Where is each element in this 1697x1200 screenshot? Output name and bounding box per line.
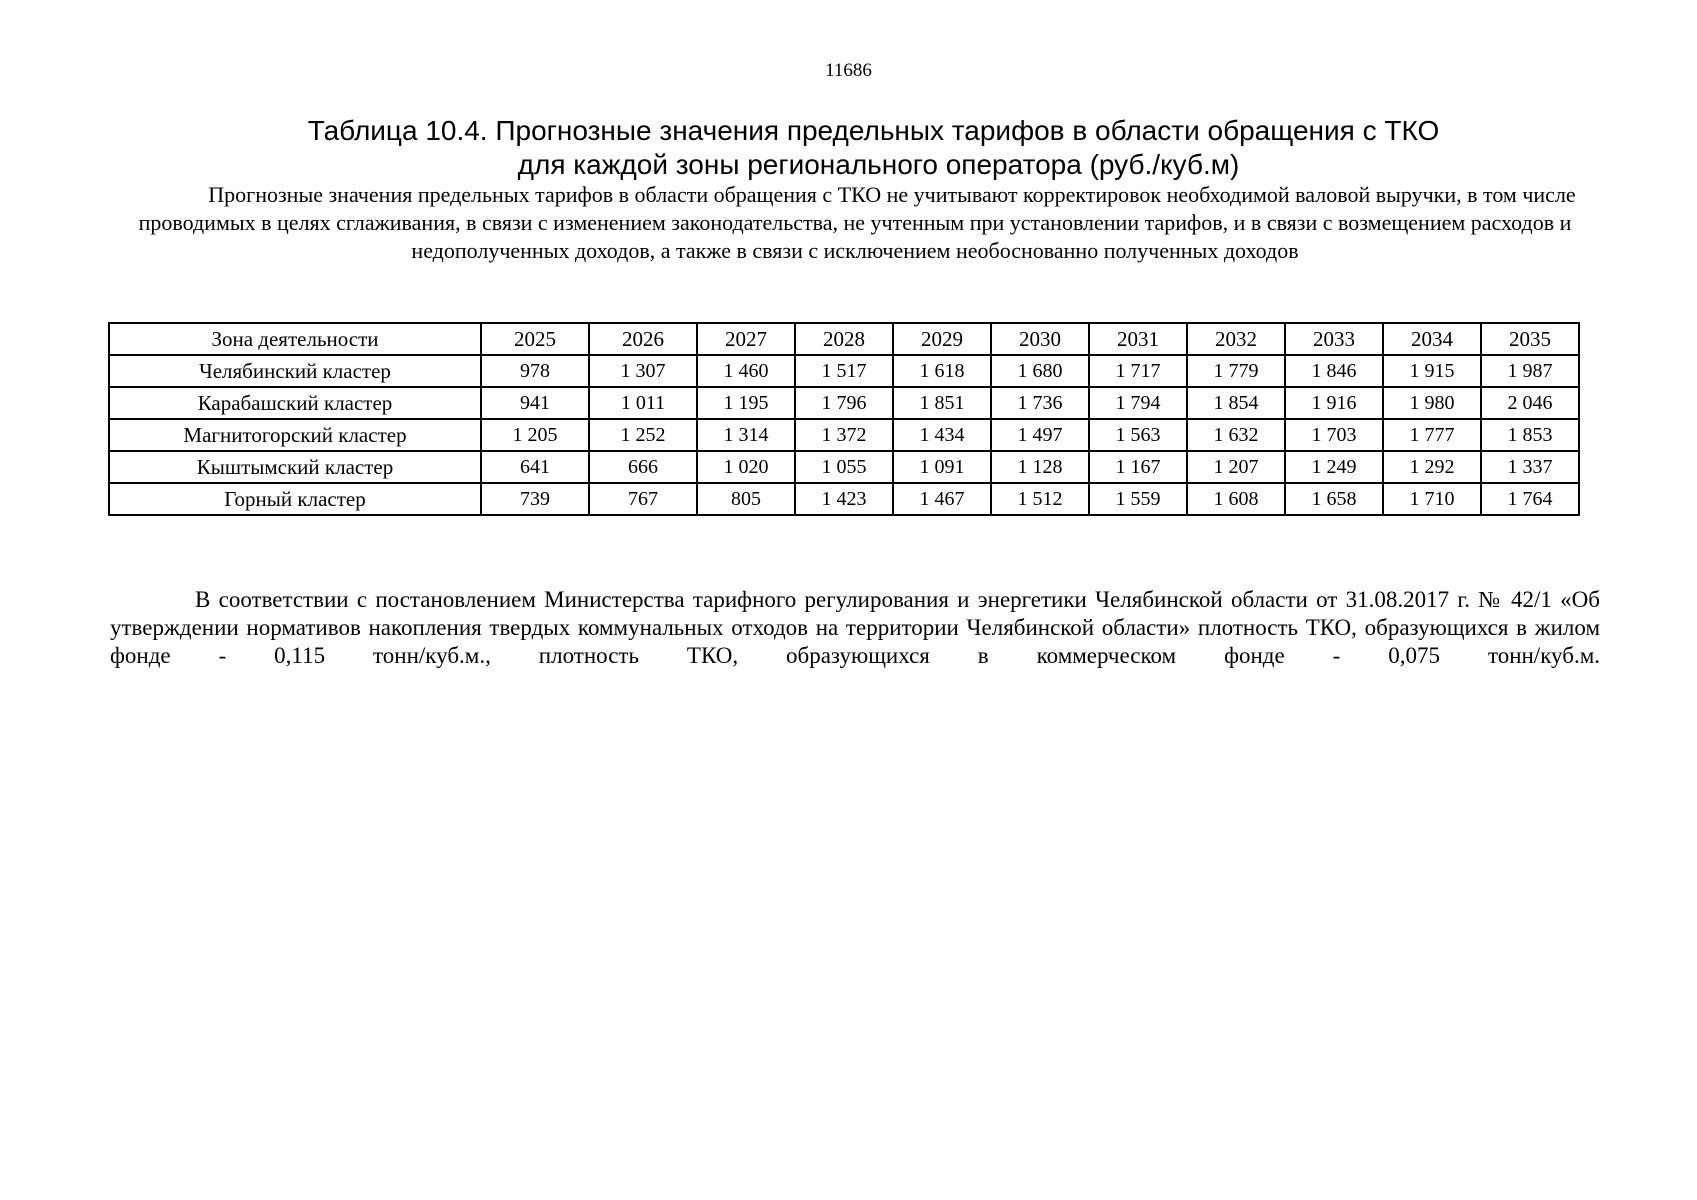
tariff-cell: 1 195 bbox=[697, 387, 795, 419]
tariff-cell: 1 423 bbox=[795, 483, 893, 515]
tariff-cell: 978 bbox=[481, 355, 589, 387]
zone-cell: Магнитогорский кластер bbox=[109, 419, 481, 451]
table-title-line-1: Таблица 10.4. Прогнозные значения предельных тарифов в области обращения с ТКО bbox=[307, 115, 1440, 146]
tariffs-table bbox=[108, 322, 1580, 516]
tariff-cell: 1 314 bbox=[697, 419, 795, 451]
tariff-cell: 1 853 bbox=[1481, 419, 1579, 451]
tariff-cell: 1 680 bbox=[991, 355, 1089, 387]
tariff-cell: 1 249 bbox=[1285, 451, 1383, 483]
tariff-cell: 1 252 bbox=[589, 419, 697, 451]
tariff-cell: 1 916 bbox=[1285, 387, 1383, 419]
tariff-cell: 767 bbox=[589, 483, 697, 515]
tariff-cell: 1 307 bbox=[589, 355, 697, 387]
tariff-cell: 1 980 bbox=[1383, 387, 1481, 419]
tariff-cell: 1 794 bbox=[1089, 387, 1187, 419]
tariff-cell: 1 608 bbox=[1187, 483, 1285, 515]
tariff-cell: 1 467 bbox=[893, 483, 991, 515]
header-zone: Зона деятельности bbox=[109, 323, 481, 355]
tariff-cell: 1 497 bbox=[991, 419, 1089, 451]
tariff-cell: 1 205 bbox=[481, 419, 589, 451]
zone-cell: Горный кластер bbox=[109, 483, 481, 515]
tariff-cell: 1 055 bbox=[795, 451, 893, 483]
density-paragraph-text: В соответствии с постановлением Министерства тарифного регулирования и энергетики Челябинской области от 31.08.2017 г. № 42/1 «Об утверждении нормативов накопления твердых коммунальных отходов на территории Челябинской области» плотность ТКО, образующихся в жилом фонде - 0,115 тонн/куб.м., плотность ТКО, образующихся в коммерческом фонде - 0,075 тонн/куб.м. bbox=[110, 587, 1600, 668]
tariff-cell: 1 618 bbox=[893, 355, 991, 387]
tariff-cell: 1 207 bbox=[1187, 451, 1285, 483]
table-row bbox=[109, 451, 1579, 483]
zone-cell: Кыштымский кластер bbox=[109, 451, 481, 483]
table-row bbox=[109, 387, 1579, 419]
header-year: 2031 bbox=[1089, 323, 1187, 355]
tariff-cell: 1 846 bbox=[1285, 355, 1383, 387]
tariff-cell: 2 046 bbox=[1481, 387, 1579, 419]
tariff-cell: 1 854 bbox=[1187, 387, 1285, 419]
header-year: 2029 bbox=[893, 323, 991, 355]
page-number: 11686 bbox=[825, 60, 872, 81]
tariff-cell: 1 915 bbox=[1383, 355, 1481, 387]
tariff-cell: 941 bbox=[481, 387, 589, 419]
tariff-cell: 1 703 bbox=[1285, 419, 1383, 451]
tariff-cell: 739 bbox=[481, 483, 589, 515]
table-title-line-2: для каждой зоны регионального оператора (руб./куб.м) bbox=[517, 149, 1240, 180]
tariff-cell: 1 460 bbox=[697, 355, 795, 387]
table-note bbox=[110, 181, 1600, 265]
header-year: 2033 bbox=[1285, 323, 1383, 355]
header-year: 2032 bbox=[1187, 323, 1285, 355]
tariff-cell: 1 128 bbox=[991, 451, 1089, 483]
density-paragraph bbox=[110, 586, 1600, 670]
tariff-cell: 1 987 bbox=[1481, 355, 1579, 387]
table-row bbox=[109, 419, 1579, 451]
table-header-row bbox=[109, 323, 1579, 355]
table-row bbox=[109, 483, 1579, 515]
tariff-cell: 1 091 bbox=[893, 451, 991, 483]
tariff-cell: 1 434 bbox=[893, 419, 991, 451]
tariff-cell: 1 372 bbox=[795, 419, 893, 451]
tariff-cell: 1 011 bbox=[589, 387, 697, 419]
tariff-cell: 805 bbox=[697, 483, 795, 515]
table-row bbox=[109, 355, 1579, 387]
tariff-cell: 1 167 bbox=[1089, 451, 1187, 483]
tariff-cell: 1 292 bbox=[1383, 451, 1481, 483]
table-title bbox=[0, 114, 1697, 182]
zone-cell: Карабашский кластер bbox=[109, 387, 481, 419]
tariff-cell: 641 bbox=[481, 451, 589, 483]
table-note-text: Прогнозные значения предельных тарифов в области обращения с ТКО не учитывают корректировок необходимой валовой выручки, в том числе проводимых в целях сглаживания, в связи с изменением законодательства, не учтенным при установлении тарифов, и в связи с возмещением расходов и недополученных доходов, а также в связи с исключением необоснованно полученных доходов bbox=[138, 182, 1576, 263]
header-year: 2027 bbox=[697, 323, 795, 355]
tariff-cell: 1 777 bbox=[1383, 419, 1481, 451]
tariff-cell: 1 517 bbox=[795, 355, 893, 387]
header-year: 2030 bbox=[991, 323, 1089, 355]
tariff-cell: 1 658 bbox=[1285, 483, 1383, 515]
tariff-cell: 1 632 bbox=[1187, 419, 1285, 451]
tariff-cell: 666 bbox=[589, 451, 697, 483]
zone-cell: Челябинский кластер bbox=[109, 355, 481, 387]
header-year: 2035 bbox=[1481, 323, 1579, 355]
header-year: 2034 bbox=[1383, 323, 1481, 355]
tariff-cell: 1 764 bbox=[1481, 483, 1579, 515]
tariff-cell: 1 563 bbox=[1089, 419, 1187, 451]
tariff-cell: 1 779 bbox=[1187, 355, 1285, 387]
tariff-cell: 1 020 bbox=[697, 451, 795, 483]
header-year: 2028 bbox=[795, 323, 893, 355]
tariff-cell: 1 796 bbox=[795, 387, 893, 419]
tariff-cell: 1 717 bbox=[1089, 355, 1187, 387]
tariff-cell: 1 851 bbox=[893, 387, 991, 419]
header-year: 2025 bbox=[481, 323, 589, 355]
tariff-cell: 1 559 bbox=[1089, 483, 1187, 515]
tariff-cell: 1 512 bbox=[991, 483, 1089, 515]
tariff-cell: 1 710 bbox=[1383, 483, 1481, 515]
tariff-cell: 1 736 bbox=[991, 387, 1089, 419]
tariff-cell: 1 337 bbox=[1481, 451, 1579, 483]
header-year: 2026 bbox=[589, 323, 697, 355]
